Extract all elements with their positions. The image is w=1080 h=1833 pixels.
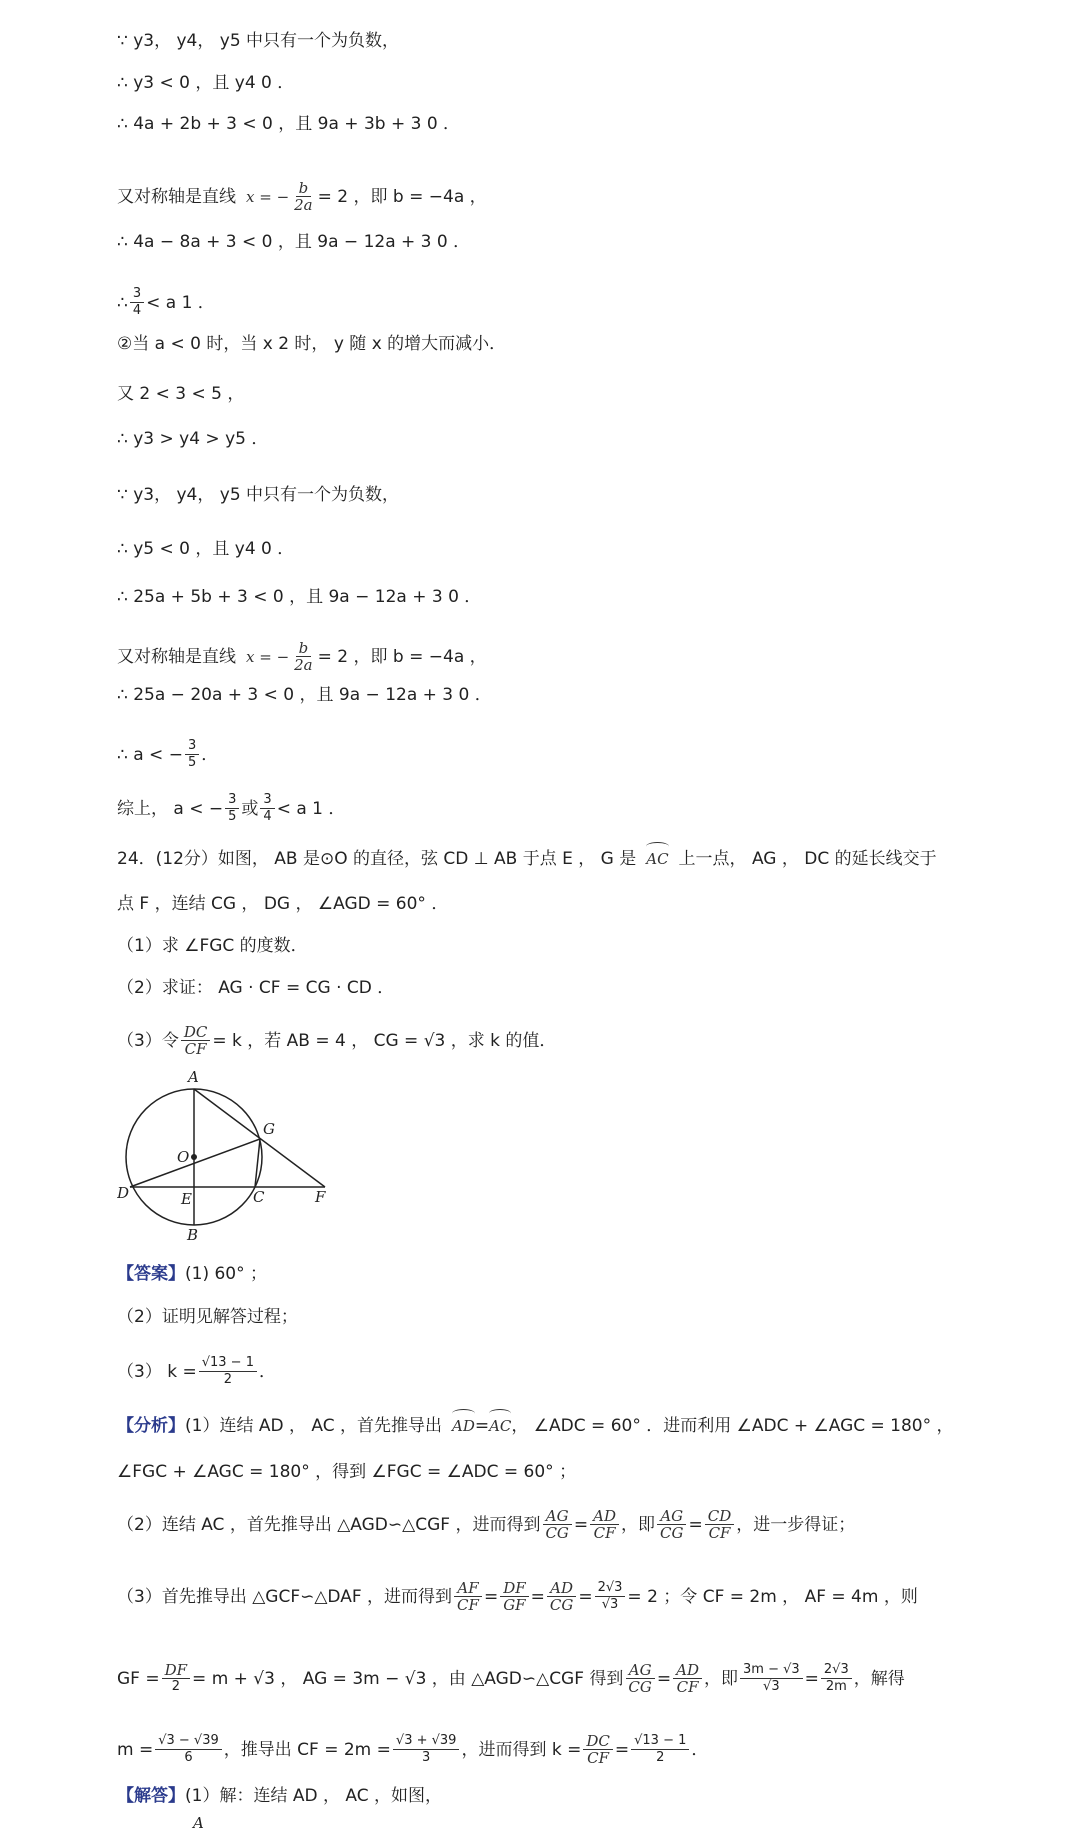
analysis-line: （3）首先推导出 △GCF∽△DAF ，进而得到 $\frac{AF}{CF}$ = $\frac{DF}{GF}$ = $\frac{AD}{CG}$ = $\frac{2√3}{√3}$ = 2 ；令 CF = 2m ， AF = 4m ，则: [117, 1579, 918, 1614]
fraction: $\frac{3}{5}$: [225, 792, 239, 825]
analysis-line: m = $\frac{√3 - √39}{6}$ ，推导出 CF = 2m = $\frac{√3 + √39}{3}$ ，进而得到 k = $\frac{DC}{CF}$ = $\frac{√13 - 1}{2}$ ．: [117, 1732, 709, 1767]
fraction: $\frac{DC}{CF}$: [583, 1733, 613, 1766]
text-line: ∵ y3， y4， y5 中只有一个为负数，: [117, 485, 400, 505]
problem-statement: 点 F ，连结 CG ， DG ， ∠AGD = 60° ．: [117, 894, 449, 914]
text-line: ∴ a < − $\frac{3}{5}$ ．: [117, 738, 219, 770]
label-c: C: [253, 1188, 265, 1206]
circle-geometry-figure: [117, 1062, 337, 1242]
fraction: $\frac{AD}{CF}$: [590, 1508, 619, 1541]
fraction: $\frac{AG}{CG}$: [542, 1508, 571, 1541]
problem-part: （3）令 $\frac{DC}{CF}$ = k ，若 AB = 4 ， CG = √3 ，求 k 的值．: [117, 1023, 557, 1058]
fraction: $\frac{DC}{CF}$: [181, 1024, 211, 1057]
fraction: $\frac{√3 + √39}{3}$: [393, 1733, 460, 1766]
fraction: $\frac{AG}{CG}$: [625, 1662, 654, 1695]
fraction: $\frac{AD}{CG}$: [547, 1580, 576, 1613]
text-line: 又 2 < 3 < 5 ，: [117, 384, 245, 404]
analysis-tag: 【分析】: [117, 1416, 185, 1436]
fraction: $\frac{DF}{GF}$: [500, 1580, 528, 1613]
answer-line: （3） k = $\frac{√13 - 1}{2}$ ．: [117, 1355, 276, 1387]
segment-dg: [130, 1139, 260, 1187]
fraction: $\frac{3m - √3}{√3}$: [740, 1662, 803, 1695]
fraction: $\frac{√13 - 1}{2}$: [199, 1355, 257, 1388]
analysis-line: （2）连结 AC ，首先推导出 △AGD∽△CGF ，进而得到 $\frac{AG}{CG}$ = $\frac{AD}{CF}$ ，即 $\frac{AG}{CG}$ = $\frac{CD}{CF}$ ，进一步得证；: [117, 1507, 856, 1542]
center-point: [191, 1154, 197, 1160]
fraction: $\frac{3}{4}$: [130, 286, 144, 319]
problem-statement: 24．(12分）如图， AB 是⊙O 的直径，弦 CD ⊥ AB 于点 E ， G 是 AC 上一点， AG ， DC 的延长线交于: [117, 849, 937, 869]
solution-line: 【解答】 (1）解：连结 AD ， AC ，如图，: [117, 1786, 442, 1806]
label-g: G: [263, 1120, 275, 1138]
fraction: $\frac{AG}{CG}$: [657, 1508, 686, 1541]
text-line: ∴ y3 > y4 > y5 ．: [117, 429, 269, 449]
text-line: ∴ 4a − 8a + 3 < 0 ，且 9a − 12a + 3 0 ．: [117, 232, 471, 252]
analysis-line: ∠FGC + ∠AGC = 180° ，得到 ∠FGC = ∠ADC = 60° ；: [117, 1462, 577, 1482]
text-line: 又对称轴是直线 x = − $\frac{b}{2a}$ = 2 ，即 b = −4a ，: [117, 639, 487, 674]
fraction: $\frac{DF}{2}$: [162, 1662, 190, 1695]
label-a-second: A: [193, 1814, 204, 1832]
problem-part: （1）求 ∠FGC 的度数．: [117, 936, 308, 956]
fraction: $\frac{3}{4}$: [260, 792, 274, 825]
analysis-line: GF = $\frac{DF}{2}$ = m + √3 ， AG = 3m − √3 ，由 △AGD∽△CGF 得到 $\frac{AG}{CG}$ = $\frac{AD}{CF}$ ，即 $\frac{3m - √3}{√3}$ = $\frac{2√3}{2m}$ ，解得: [117, 1661, 905, 1696]
label-a: A: [188, 1068, 199, 1086]
fraction: $\frac{AF}{CF}$: [454, 1580, 482, 1613]
label-e: E: [181, 1190, 192, 1208]
text-line: ②当 a < 0 时，当 x 2 时， y 随 x 的增大而减小．: [117, 334, 507, 354]
fraction: $\frac{AD}{CF}$: [673, 1662, 702, 1695]
analysis-line: 【分析】 (1）连结 AD ， AC ，首先推导出 AD = AC ， ∠ADC = 60° ．进而利用 ∠ADC + ∠AGC = 180° ，: [117, 1416, 954, 1436]
answer-line: （2）证明见解答过程；: [117, 1307, 298, 1327]
text-line: ∴ 25a − 20a + 3 < 0 ，且 9a − 12a + 3 0 ．: [117, 685, 492, 705]
label-d: D: [117, 1184, 130, 1202]
text-line: ∴ y3 < 0 ，且 y4 0 ．: [117, 73, 295, 93]
fraction: $\frac{2√3}{√3}$: [595, 1580, 626, 1613]
fraction: $\frac{b}{2a}$: [294, 179, 313, 214]
label-b: B: [187, 1226, 199, 1242]
answer-line: 【答案】 (1) 60° ；: [117, 1264, 268, 1284]
text-line: ∴ $\frac{3}{4}$ < a 1 ．: [117, 286, 215, 318]
label-o: O: [177, 1148, 190, 1166]
answer-tag: 【答案】: [117, 1264, 185, 1284]
fraction: $\frac{3}{5}$: [185, 738, 199, 771]
fraction: $\frac{√3 - √39}{6}$: [155, 1733, 222, 1766]
solution-tag: 【解答】: [117, 1786, 185, 1806]
fraction: $\frac{b}{2a}$: [294, 639, 313, 674]
label-f: F: [315, 1188, 326, 1206]
text-line: ∴ 4a + 2b + 3 < 0 ，且 9a + 3b + 3 0 ．: [117, 114, 461, 134]
fraction: $\frac{CD}{CF}$: [705, 1508, 735, 1541]
fraction: $\frac{√13 - 1}{2}$: [631, 1733, 689, 1766]
text-line: ∴ y5 < 0 ，且 y4 0 ．: [117, 539, 295, 559]
text-line: 综上， a < − $\frac{3}{5}$ 或 $\frac{3}{4}$ < a 1 ．: [117, 792, 346, 824]
problem-part: （2）求证： AG · CF = CG · CD ．: [117, 978, 395, 998]
text-line: 又对称轴是直线 x = − $\frac{b}{2a}$ = 2 ，即 b = −4a ，: [117, 179, 487, 214]
second-figure-partial: [190, 1812, 220, 1832]
text-line: ∵ y3， y4， y5 中只有一个为负数，: [117, 31, 400, 51]
fraction: $\frac{2√3}{2m}$: [821, 1662, 852, 1695]
text-line: ∴ 25a + 5b + 3 < 0 ，且 9a − 12a + 3 0 ．: [117, 587, 482, 607]
